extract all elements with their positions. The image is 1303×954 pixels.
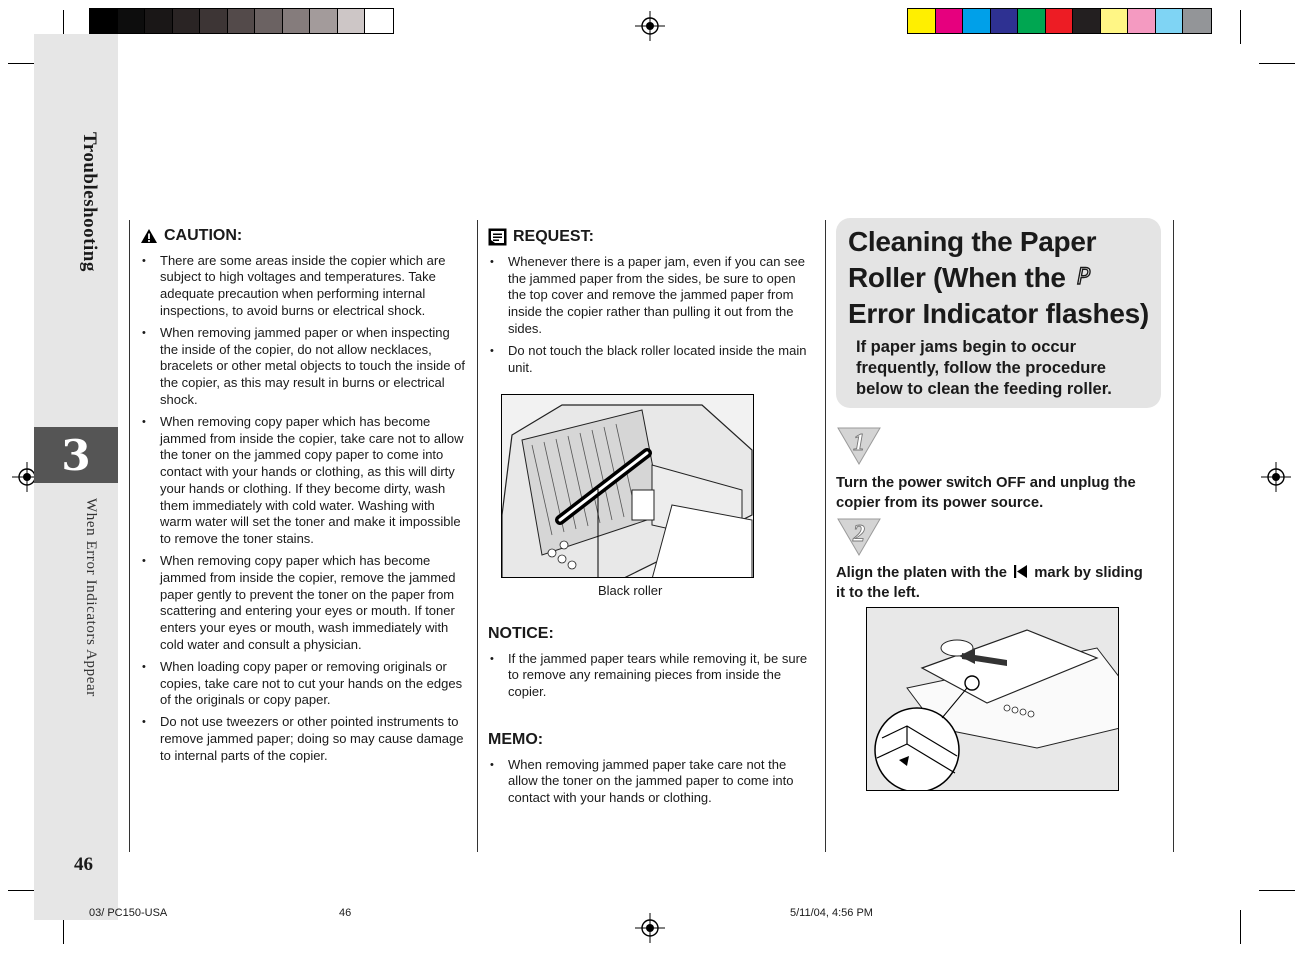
list-item: • When removing copy paper which has become jammed from inside the copier, remove the jammed paper gently to prevent the toner on the paper from scattering and entering your eyes or mouth. If toner enters your eyes or mouth, wash immediately with cold water and consult a physician. — [140, 553, 468, 653]
column-divider — [477, 220, 478, 852]
grayscale-calibration-bar — [89, 8, 394, 34]
step-1-number: 1 — [853, 430, 865, 456]
notice-list — [488, 651, 816, 701]
platen-mark-icon — [1013, 564, 1028, 579]
title-line-text: Roller (When the — [848, 262, 1066, 293]
color-swatch — [908, 9, 936, 33]
list-item: • Do not use tweezers or other pointed instruments to remove jammed paper; doing so may cause damage to internal parts of the copier. — [140, 714, 468, 764]
title-line: Cleaning the Paper — [848, 226, 1097, 257]
color-swatch — [90, 9, 118, 33]
memo-list — [488, 757, 816, 807]
color-swatch — [1101, 9, 1129, 33]
caution-heading-text: CAUTION: — [164, 227, 243, 244]
color-swatch — [963, 9, 991, 33]
color-swatch — [1073, 9, 1101, 33]
step-2-badge — [836, 517, 882, 557]
color-swatch — [1018, 9, 1046, 33]
column-divider — [129, 220, 130, 852]
section-label: Troubleshooting — [79, 132, 100, 272]
step-2-text — [836, 564, 1146, 603]
list-item: • Whenever there is a paper jam, even if you can see the jammed paper from the sides, be sure to open the top cover and remove the jammed paper from inside the copier rather than pulling it out from the sides. — [488, 254, 816, 338]
crop-mark — [1240, 10, 1241, 44]
request-heading-text: REQUEST: — [513, 227, 594, 245]
color-swatch — [338, 9, 366, 33]
step-2-text-after: mark by sliding it to the left. — [836, 565, 1143, 601]
footer-page: 46 — [339, 907, 352, 919]
color-swatch — [1156, 9, 1184, 33]
chapter-number: 3 — [61, 430, 91, 480]
list-item: • When loading copy paper or removing originals or copies, take care not to cut your hands on the edges of the originals or copy paper. — [140, 659, 468, 709]
section-subtitle: If paper jams begin to occur frequently, follow the procedure below to clean the feeding roller. — [856, 338, 1112, 398]
color-swatch — [310, 9, 338, 33]
color-swatch — [1128, 9, 1156, 33]
step-2-number: 2 — [853, 521, 865, 547]
registration-mark-icon — [635, 11, 665, 41]
notice-heading: NOTICE: — [488, 625, 554, 642]
color-swatch — [173, 9, 201, 33]
list-item: • There are some areas inside the copier which are subject to high voltages and temperatures. Take adequate precaution when performing internal inspections, to avoid burns or electrical shock. — [140, 253, 468, 320]
color-swatch — [1183, 9, 1211, 33]
crop-mark — [1259, 63, 1295, 64]
column-divider — [1173, 220, 1174, 852]
title-line — [848, 260, 1149, 296]
caution-list — [140, 253, 468, 765]
section-title — [848, 224, 1149, 332]
chapter-label: When Error Indicators Appear — [83, 498, 99, 697]
list-item: • If the jammed paper tears while removing it, be sure to remove any remaining pieces from inside the copier. — [488, 651, 816, 701]
step-1-badge — [836, 426, 882, 466]
color-swatch — [991, 9, 1019, 33]
color-swatch — [255, 9, 283, 33]
color-calibration-bar — [907, 8, 1212, 34]
crop-mark — [1259, 890, 1295, 891]
caution-heading — [140, 228, 468, 245]
request-list — [488, 254, 816, 376]
p-indicator-glyph: P — [1077, 265, 1091, 290]
warning-icon — [140, 228, 158, 244]
color-swatch — [365, 9, 393, 33]
color-swatch — [936, 9, 964, 33]
color-swatch — [228, 9, 256, 33]
column-divider — [825, 220, 826, 852]
copier-interior-illustration — [501, 394, 754, 578]
list-item: • When removing jammed paper take care not the allow the toner on the jammed paper to come into contact with your hands or clothing. — [488, 757, 816, 807]
platen-alignment-illustration — [866, 607, 1119, 791]
crop-mark — [1240, 910, 1241, 944]
step-2-text-before: Align the platen with the — [836, 565, 1007, 581]
request-column — [488, 228, 816, 382]
footer-file: 03/ PC150-USA — [89, 907, 168, 919]
step-1-text: Turn the power switch OFF and unplug the copier from its power source. — [836, 475, 1136, 511]
list-item: • When removing jammed paper or when inspecting the inside of the copier, do not allow necklaces, bracelets or other metal objects to touch the inside of the copier, as this may result in burns or electrical shock. — [140, 325, 468, 409]
color-swatch — [1046, 9, 1074, 33]
registration-mark-icon — [635, 913, 665, 943]
memo-heading: MEMO: — [488, 731, 544, 748]
color-swatch — [145, 9, 173, 33]
caution-column — [140, 228, 468, 770]
title-line: Error Indicator flashes) — [848, 298, 1149, 329]
request-icon — [488, 228, 507, 246]
black-roller-label: Black roller — [598, 583, 663, 598]
color-swatch — [118, 9, 146, 33]
request-heading — [488, 228, 816, 246]
page-number: 46 — [74, 854, 93, 875]
memo-section — [488, 732, 816, 812]
list-item: • When removing copy paper which has become jammed from inside the copier, take care not to allow the toner on the jammed copy paper to come into contact with your hands or clothing, as this will dirty your hands or clothing. If they become dirty, wash them immediately with cold water. Washing with warm water will set the toner and make it impossible to remove the toner stains. — [140, 414, 468, 548]
list-item: • Do not touch the black roller located inside the main unit. — [488, 343, 816, 376]
registration-mark-icon — [1261, 462, 1291, 492]
footer-timestamp: 5/11/04, 4:56 PM — [790, 907, 873, 919]
notice-section — [488, 626, 816, 706]
color-swatch — [200, 9, 228, 33]
color-swatch — [283, 9, 311, 33]
